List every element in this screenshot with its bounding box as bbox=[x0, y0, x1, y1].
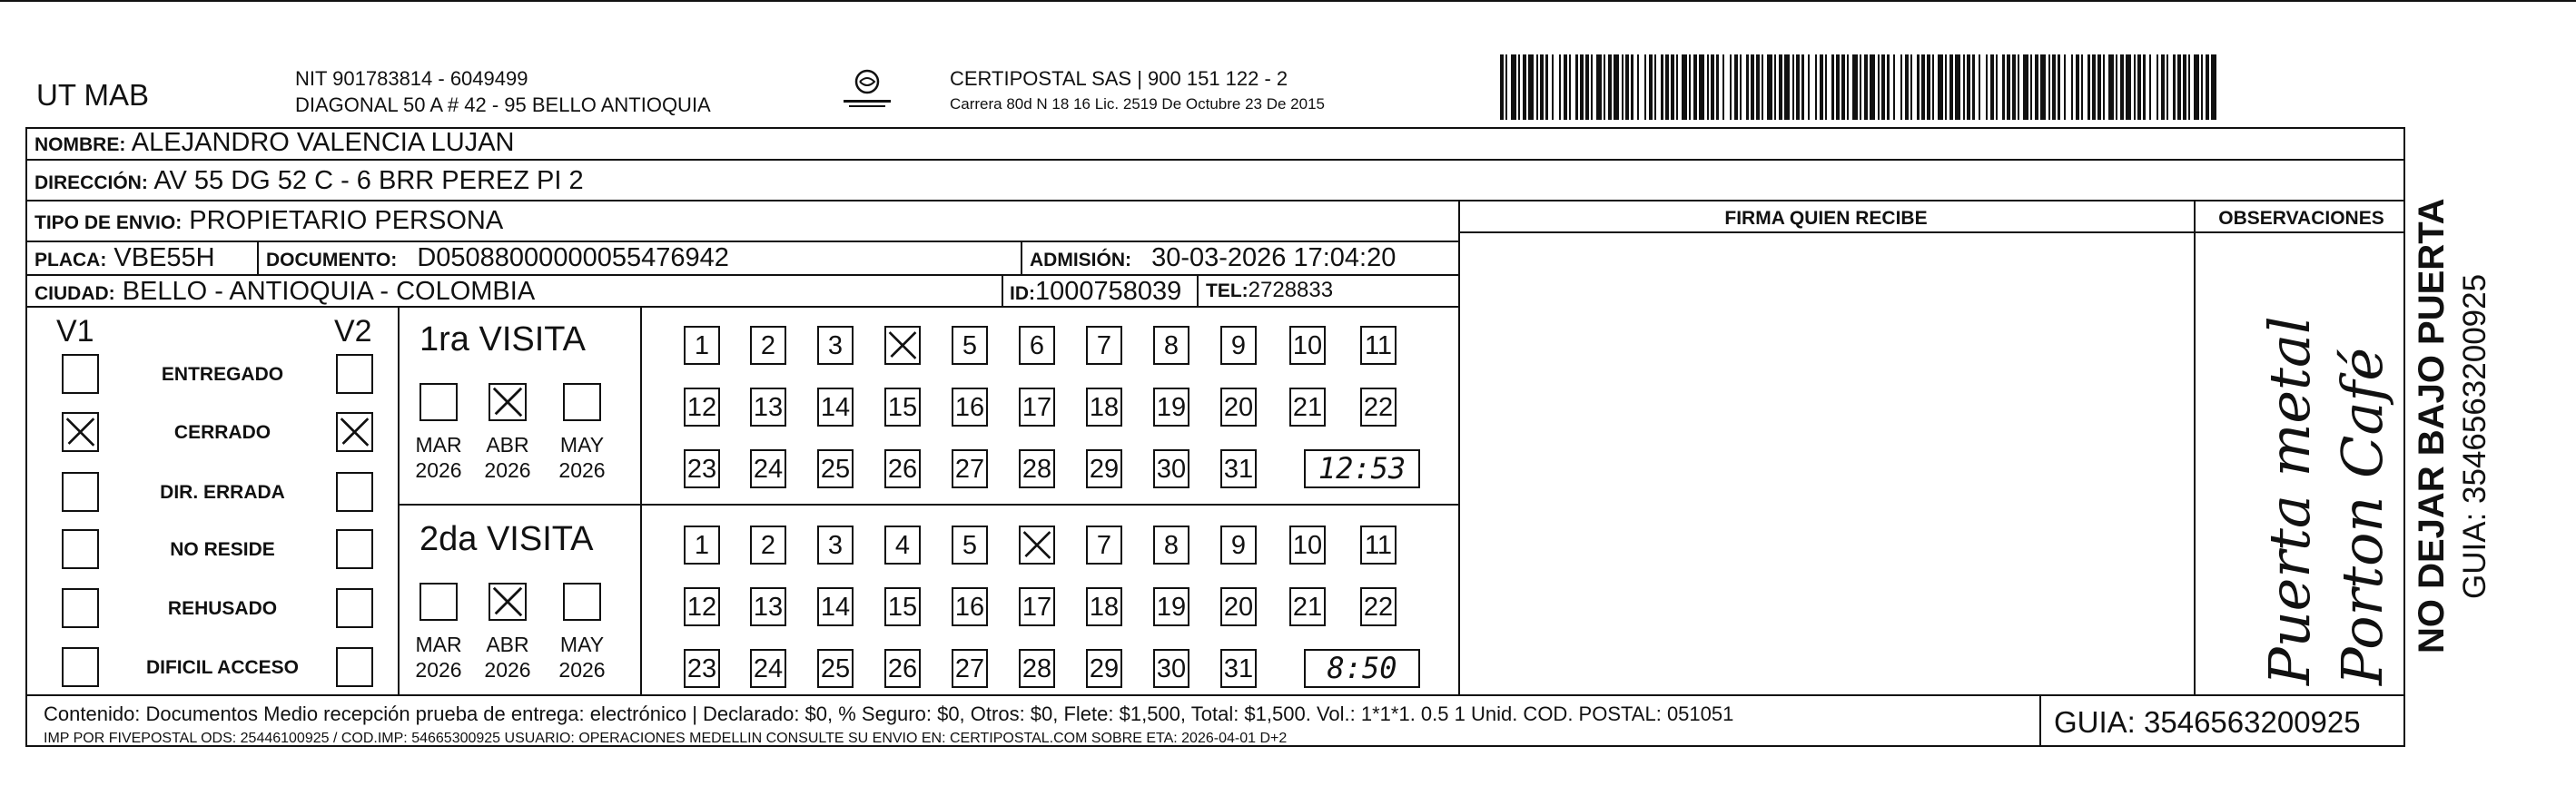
day-box[interactable]: 10 bbox=[1289, 526, 1326, 565]
day-box[interactable]: 8 bbox=[1153, 526, 1189, 565]
barcode-bar bbox=[1774, 54, 1776, 120]
barcode-bar bbox=[1756, 54, 1760, 120]
barcode-bar bbox=[1665, 54, 1669, 120]
day-box[interactable]: 20 bbox=[1220, 388, 1257, 427]
barcode-bar bbox=[1990, 54, 1994, 120]
barcode-bar bbox=[1622, 54, 1624, 120]
barcode-bar bbox=[1847, 54, 1849, 120]
barcode-bar bbox=[1860, 54, 1861, 120]
day-box[interactable]: 14 bbox=[817, 388, 854, 427]
day-box[interactable]: 14 bbox=[817, 587, 854, 626]
month-checkbox[interactable] bbox=[419, 383, 458, 421]
day-box[interactable]: 22 bbox=[1360, 587, 1397, 626]
barcode-bar bbox=[1979, 54, 1980, 120]
barcode-bar bbox=[1644, 54, 1646, 120]
barcode-bar bbox=[1808, 54, 1810, 120]
barcode-bar bbox=[1784, 54, 1790, 120]
barcode-bar bbox=[1661, 54, 1663, 120]
barcode-bar bbox=[1801, 54, 1804, 120]
day-box[interactable]: 28 bbox=[1019, 649, 1055, 688]
barcode-bar bbox=[2030, 54, 2032, 120]
barcode-bar bbox=[1654, 54, 1656, 120]
v1-checkbox[interactable] bbox=[62, 588, 99, 628]
barcode-bar bbox=[1682, 54, 1687, 120]
barcode-bar bbox=[1559, 54, 1561, 120]
day-box[interactable]: 3 bbox=[817, 526, 854, 565]
barcode-bar bbox=[2149, 54, 2151, 120]
day-box[interactable] bbox=[1019, 526, 1055, 565]
barcode-bar bbox=[1671, 54, 1674, 120]
barcode-bar bbox=[2173, 54, 2176, 120]
barcode-bar bbox=[1900, 54, 1902, 120]
barcode-bar bbox=[2081, 54, 2083, 120]
barcode-bar bbox=[1707, 54, 1709, 120]
side-guia: GUIA: 3546563200925 bbox=[2457, 273, 2492, 599]
barcode-bar bbox=[2134, 54, 2136, 120]
day-box[interactable]: 31 bbox=[1220, 449, 1257, 488]
day-box[interactable]: 15 bbox=[884, 587, 921, 626]
barcode-bar bbox=[2012, 54, 2016, 120]
barcode-bar bbox=[1625, 54, 1629, 120]
barcode-bar bbox=[1963, 54, 1965, 120]
day-box[interactable]: 25 bbox=[817, 649, 854, 688]
barcode-bar bbox=[2097, 54, 2101, 120]
barcode-bar bbox=[1870, 54, 1875, 120]
barcode-bar bbox=[2064, 54, 2066, 120]
firma-header: FIRMA QUIEN RECIBE bbox=[1724, 208, 1928, 229]
certipostal-logo-icon bbox=[831, 65, 903, 113]
year-label: 2026 bbox=[558, 658, 606, 682]
day-box[interactable]: 4 bbox=[884, 526, 921, 565]
barcode-bar bbox=[1545, 54, 1548, 120]
day-box[interactable]: 5 bbox=[952, 526, 988, 565]
barcode-bar bbox=[1505, 54, 1507, 120]
status-label: ENTREGADO bbox=[161, 364, 284, 385]
barcode-bar bbox=[1921, 54, 1925, 120]
barcode-bar bbox=[1585, 54, 1589, 120]
nombre-field: NOMBRE: ALEJANDRO VALENCIA LUJAN bbox=[35, 128, 515, 157]
barcode-bar bbox=[2018, 54, 2019, 120]
day-box[interactable]: 11 bbox=[1360, 326, 1397, 365]
barcode-bar bbox=[2116, 54, 2117, 120]
day-box[interactable]: 22 bbox=[1360, 388, 1397, 427]
day-box[interactable]: 16 bbox=[952, 587, 988, 626]
barcode-bar bbox=[1523, 54, 1526, 120]
day-box[interactable]: 30 bbox=[1153, 649, 1189, 688]
day-box[interactable]: 26 bbox=[884, 649, 921, 688]
day-box[interactable]: 9 bbox=[1220, 326, 1257, 365]
day-box[interactable]: 2 bbox=[750, 326, 786, 365]
v1-checkbox[interactable] bbox=[62, 647, 99, 687]
v2-checkbox[interactable] bbox=[336, 354, 373, 394]
barcode-bar bbox=[2211, 54, 2216, 120]
month-label: MAR bbox=[415, 633, 462, 656]
barcode-bar bbox=[1730, 54, 1732, 120]
barcode-bar bbox=[1836, 54, 1840, 120]
day-box[interactable]: 13 bbox=[750, 388, 786, 427]
barcode-bar bbox=[1631, 54, 1633, 120]
barcode-bar bbox=[1676, 54, 1678, 120]
barcode-bar bbox=[1608, 54, 1612, 120]
barcode-bar bbox=[1905, 54, 1909, 120]
month-label: MAR bbox=[415, 433, 462, 457]
day-box[interactable]: 29 bbox=[1086, 649, 1122, 688]
firma-area[interactable] bbox=[1462, 234, 2192, 693]
day-box[interactable]: 18 bbox=[1086, 587, 1122, 626]
barcode-bar bbox=[1815, 54, 1817, 120]
day-box[interactable]: 23 bbox=[684, 449, 720, 488]
barcode-bar bbox=[1575, 54, 1578, 120]
barcode-bar bbox=[1967, 54, 1970, 120]
barcode-bar bbox=[2040, 54, 2046, 120]
month-label: ABR bbox=[486, 633, 529, 656]
barcode-bar bbox=[1792, 54, 1794, 120]
barcode-bar bbox=[1552, 54, 1554, 120]
day-box[interactable]: 9 bbox=[1220, 526, 1257, 565]
day-box[interactable]: 27 bbox=[952, 449, 988, 488]
imp-text: IMP POR FIVEPOSTAL ODS: 25446100925 / COD.IMP: 54665300925 USUARIO: OPERACIONES MEDELLIN CONSULTE SU ENVIO EN: CERTIPOSTAL.COM SOBRE ETA: 2026-04-01 D+2 bbox=[44, 731, 1288, 746]
month-checkbox[interactable] bbox=[563, 383, 601, 421]
ciudad-field: CIUDAD: BELLO - ANTIOQUIA - COLOMBIA bbox=[35, 277, 536, 306]
barcode-bar bbox=[2048, 54, 2050, 120]
barcode-bar bbox=[2157, 54, 2158, 120]
day-box[interactable]: 11 bbox=[1360, 526, 1397, 565]
day-box[interactable]: 25 bbox=[817, 449, 854, 488]
v2-checkbox[interactable] bbox=[336, 412, 373, 452]
barcode-bar bbox=[1649, 54, 1653, 120]
barcode-bar bbox=[2137, 54, 2141, 120]
barcode-bar bbox=[2092, 54, 2096, 120]
barcode-bar bbox=[1852, 54, 1858, 120]
barcode-bar bbox=[1614, 54, 1619, 120]
barcode-bar bbox=[1751, 54, 1754, 120]
barcode-bar bbox=[1734, 54, 1738, 120]
barcode-bar bbox=[1569, 54, 1571, 120]
barcode-bar bbox=[1949, 54, 1953, 120]
barcode-bar bbox=[2035, 54, 2038, 120]
barcode-bar bbox=[2002, 54, 2005, 120]
day-box[interactable]: 19 bbox=[1153, 587, 1189, 626]
observaciones-header: OBSERVACIONES bbox=[2218, 208, 2384, 229]
barcode-bar bbox=[2120, 54, 2124, 120]
contenido-text: Contenido: Documentos Medio recepción prueba de entrega: electrónico | Declarado: $0, % Seguro: $0, Otros: $0, Flete: $1,500, Total: $1,500. Vol.: 1*1*1. 0.5 1 Unid. COD. POSTAL: 051051 bbox=[44, 702, 1734, 725]
visit-title: 1ra VISITA bbox=[419, 320, 587, 359]
barcode-bar bbox=[1604, 54, 1605, 120]
company-name: UT MAB bbox=[36, 78, 150, 112]
barcode-bar bbox=[2071, 54, 2073, 120]
day-box[interactable]: 8 bbox=[1153, 326, 1189, 365]
day-box[interactable]: 10 bbox=[1289, 326, 1326, 365]
barcode-bar bbox=[1864, 54, 1868, 120]
barcode-bar bbox=[2103, 54, 2105, 120]
v2-checkbox[interactable] bbox=[336, 588, 373, 628]
day-box[interactable]: 19 bbox=[1153, 388, 1189, 427]
day-box[interactable]: 23 bbox=[684, 649, 720, 688]
barcode-bar bbox=[1878, 54, 1880, 120]
barcode-bar bbox=[1746, 54, 1749, 120]
v1-checkbox[interactable] bbox=[62, 529, 99, 569]
v1-checkbox[interactable] bbox=[62, 354, 99, 394]
year-label: 2026 bbox=[558, 458, 606, 482]
barcode-bar bbox=[2194, 54, 2199, 120]
day-box[interactable]: 12 bbox=[684, 388, 720, 427]
barcode-bar bbox=[1831, 54, 1834, 120]
day-box[interactable]: 6 bbox=[1019, 326, 1055, 365]
barcode-bar bbox=[1796, 54, 1800, 120]
barcode-bar bbox=[2023, 54, 2028, 120]
barcode-bar bbox=[2058, 54, 2060, 120]
v2-checkbox[interactable] bbox=[336, 529, 373, 569]
v1-checkbox[interactable] bbox=[62, 472, 99, 512]
barcode-bar bbox=[1528, 54, 1534, 120]
barcode-bar bbox=[1693, 54, 1697, 120]
barcode-bar bbox=[2076, 54, 2079, 120]
observaciones-handwriting-1: Puerta metal bbox=[2256, 316, 2323, 685]
barcode-bar bbox=[1580, 54, 1584, 120]
barcode-bar bbox=[1996, 54, 1998, 120]
barcode-bar bbox=[1518, 54, 1520, 120]
barcode-bar bbox=[2177, 54, 2181, 120]
barcode-bar bbox=[2188, 54, 2190, 120]
month-checkbox[interactable] bbox=[489, 583, 527, 621]
day-box[interactable]: 21 bbox=[1289, 587, 1326, 626]
year-label: 2026 bbox=[415, 658, 462, 682]
visit-time[interactable]: 8:50 bbox=[1304, 649, 1420, 688]
barcode-bar bbox=[1881, 54, 1885, 120]
day-box[interactable]: 13 bbox=[750, 587, 786, 626]
barcode-bar bbox=[1910, 54, 1912, 120]
v1-label: V1 bbox=[56, 314, 94, 349]
nit-text: NIT 901783814 - 6049499 bbox=[295, 67, 528, 90]
day-box[interactable]: 7 bbox=[1086, 526, 1122, 565]
barcode-bar bbox=[1637, 54, 1639, 120]
month-checkbox[interactable] bbox=[419, 583, 458, 621]
top-rule bbox=[0, 0, 2576, 2]
year-label: 2026 bbox=[484, 658, 531, 682]
month-label: MAY bbox=[559, 633, 605, 656]
status-label: REHUSADO bbox=[167, 598, 278, 619]
day-box[interactable]: 12 bbox=[684, 587, 720, 626]
barcode-bar bbox=[1716, 54, 1719, 120]
barcode-bar bbox=[2206, 54, 2209, 120]
day-box[interactable]: 30 bbox=[1153, 449, 1189, 488]
month-checkbox[interactable] bbox=[489, 383, 527, 421]
footer-guia: GUIA: 3546563200925 bbox=[2054, 705, 2361, 739]
barcode-bar bbox=[2161, 54, 2165, 120]
barcode-bar bbox=[1511, 54, 1516, 120]
barcode-bar bbox=[2007, 54, 2010, 120]
barcode-bar bbox=[1820, 54, 1823, 120]
barcode-bar bbox=[1500, 54, 1504, 120]
day-box[interactable] bbox=[884, 326, 921, 365]
barcode-bar bbox=[2166, 54, 2168, 120]
day-box[interactable]: 24 bbox=[750, 449, 786, 488]
barcode-bar bbox=[1932, 54, 1934, 120]
day-box[interactable]: 3 bbox=[817, 326, 854, 365]
barcode-bar bbox=[2126, 54, 2131, 120]
barcode-bar bbox=[1893, 54, 1895, 120]
day-box[interactable]: 26 bbox=[884, 449, 921, 488]
day-box[interactable]: 27 bbox=[952, 649, 988, 688]
status-label: NO RESIDE bbox=[170, 539, 275, 560]
certipostal-info: CERTIPOSTAL SAS | 900 151 122 - 2 bbox=[950, 67, 1288, 90]
day-box[interactable]: 7 bbox=[1086, 326, 1122, 365]
barcode bbox=[1500, 54, 2223, 120]
barcode-bar bbox=[1927, 54, 1930, 120]
barcode-bar bbox=[1917, 54, 1920, 120]
barcode-bar bbox=[1986, 54, 1988, 120]
observaciones-handwriting-2: Porton Café bbox=[2329, 347, 2395, 685]
day-box[interactable]: 1 bbox=[684, 526, 720, 565]
barcode-bar bbox=[1699, 54, 1704, 120]
status-label: DIFICIL ACCESO bbox=[145, 657, 299, 678]
day-box[interactable]: 2 bbox=[750, 526, 786, 565]
certipostal-license: Carrera 80d N 18 16 Lic. 2519 De Octubre 23 De 2015 bbox=[950, 95, 1325, 113]
barcode-bar bbox=[1540, 54, 1544, 120]
day-box[interactable]: 5 bbox=[952, 326, 988, 365]
month-checkbox[interactable] bbox=[563, 583, 601, 621]
tipo-envio-field: TIPO DE ENVIO: PROPIETARIO PERSONA bbox=[35, 206, 504, 235]
day-box[interactable]: 28 bbox=[1019, 449, 1055, 488]
year-label: 2026 bbox=[415, 458, 462, 482]
barcode-bar bbox=[2143, 54, 2146, 120]
barcode-bar bbox=[1591, 54, 1593, 120]
barcode-bar bbox=[1740, 54, 1742, 120]
barcode-bar bbox=[1564, 54, 1567, 120]
barcode-bar bbox=[1762, 54, 1763, 120]
barcode-bar bbox=[1722, 54, 1724, 120]
admision-field: ADMISIÓN: 30-03-2026 17:04:20 bbox=[1030, 243, 1397, 272]
barcode-bar bbox=[1945, 54, 1947, 120]
year-label: 2026 bbox=[484, 458, 531, 482]
month-label: ABR bbox=[486, 433, 529, 457]
day-box[interactable]: 1 bbox=[684, 326, 720, 365]
direccion-field: DIRECCIÓN: AV 55 DG 52 C - 6 BRR PEREZ PI 2 bbox=[35, 166, 584, 195]
visit-time[interactable]: 12:53 bbox=[1304, 449, 1420, 488]
barcode-bar bbox=[2052, 54, 2056, 120]
id-field: ID:1000758039 bbox=[1010, 277, 1182, 306]
barcode-bar bbox=[1955, 54, 1960, 120]
barcode-bar bbox=[1711, 54, 1714, 120]
barcode-bar bbox=[1972, 54, 1975, 120]
barcode-bar bbox=[1841, 54, 1845, 120]
barcode-bar bbox=[2087, 54, 2090, 120]
barcode-bar bbox=[1887, 54, 1890, 120]
month-label: MAY bbox=[559, 433, 605, 457]
company-address: DIAGONAL 50 A # 42 - 95 BELLO ANTIOQUIA bbox=[295, 93, 711, 116]
barcode-bar bbox=[1689, 54, 1691, 120]
day-box[interactable]: 16 bbox=[952, 388, 988, 427]
day-box[interactable]: 21 bbox=[1289, 388, 1326, 427]
day-box[interactable]: 31 bbox=[1220, 649, 1257, 688]
day-box[interactable]: 15 bbox=[884, 388, 921, 427]
barcode-bar bbox=[1596, 54, 1602, 120]
barcode-bar bbox=[1536, 54, 1538, 120]
status-label: DIR. ERRADA bbox=[160, 482, 285, 503]
placa-field: PLACA: VBE55H bbox=[35, 243, 215, 272]
day-box[interactable]: 24 bbox=[750, 649, 786, 688]
barcode-bar bbox=[1767, 54, 1772, 120]
v2-label: V2 bbox=[334, 314, 372, 349]
barcode-bar bbox=[2108, 54, 2114, 120]
day-box[interactable]: 20 bbox=[1220, 587, 1257, 626]
barcode-bar bbox=[2201, 54, 2203, 120]
day-box[interactable]: 17 bbox=[1019, 388, 1055, 427]
v2-checkbox[interactable] bbox=[336, 647, 373, 687]
side-warning: NO DEJAR BAJO PUERTA bbox=[2412, 198, 2452, 653]
v1-checkbox[interactable] bbox=[62, 412, 99, 452]
barcode-bar bbox=[2183, 54, 2186, 120]
barcode-bar bbox=[1825, 54, 1827, 120]
v2-checkbox[interactable] bbox=[336, 472, 373, 512]
day-box[interactable]: 17 bbox=[1019, 587, 1055, 626]
visit-title: 2da VISITA bbox=[419, 520, 594, 558]
day-box[interactable]: 18 bbox=[1086, 388, 1122, 427]
tel-field: TEL:2728833 bbox=[1206, 278, 1334, 302]
documento-field: DOCUMENTO: D05088000000055476942 bbox=[266, 243, 729, 272]
barcode-bar bbox=[1779, 54, 1782, 120]
status-label: CERRADO bbox=[173, 422, 271, 443]
day-box[interactable]: 29 bbox=[1086, 449, 1122, 488]
barcode-bar bbox=[1938, 54, 1943, 120]
